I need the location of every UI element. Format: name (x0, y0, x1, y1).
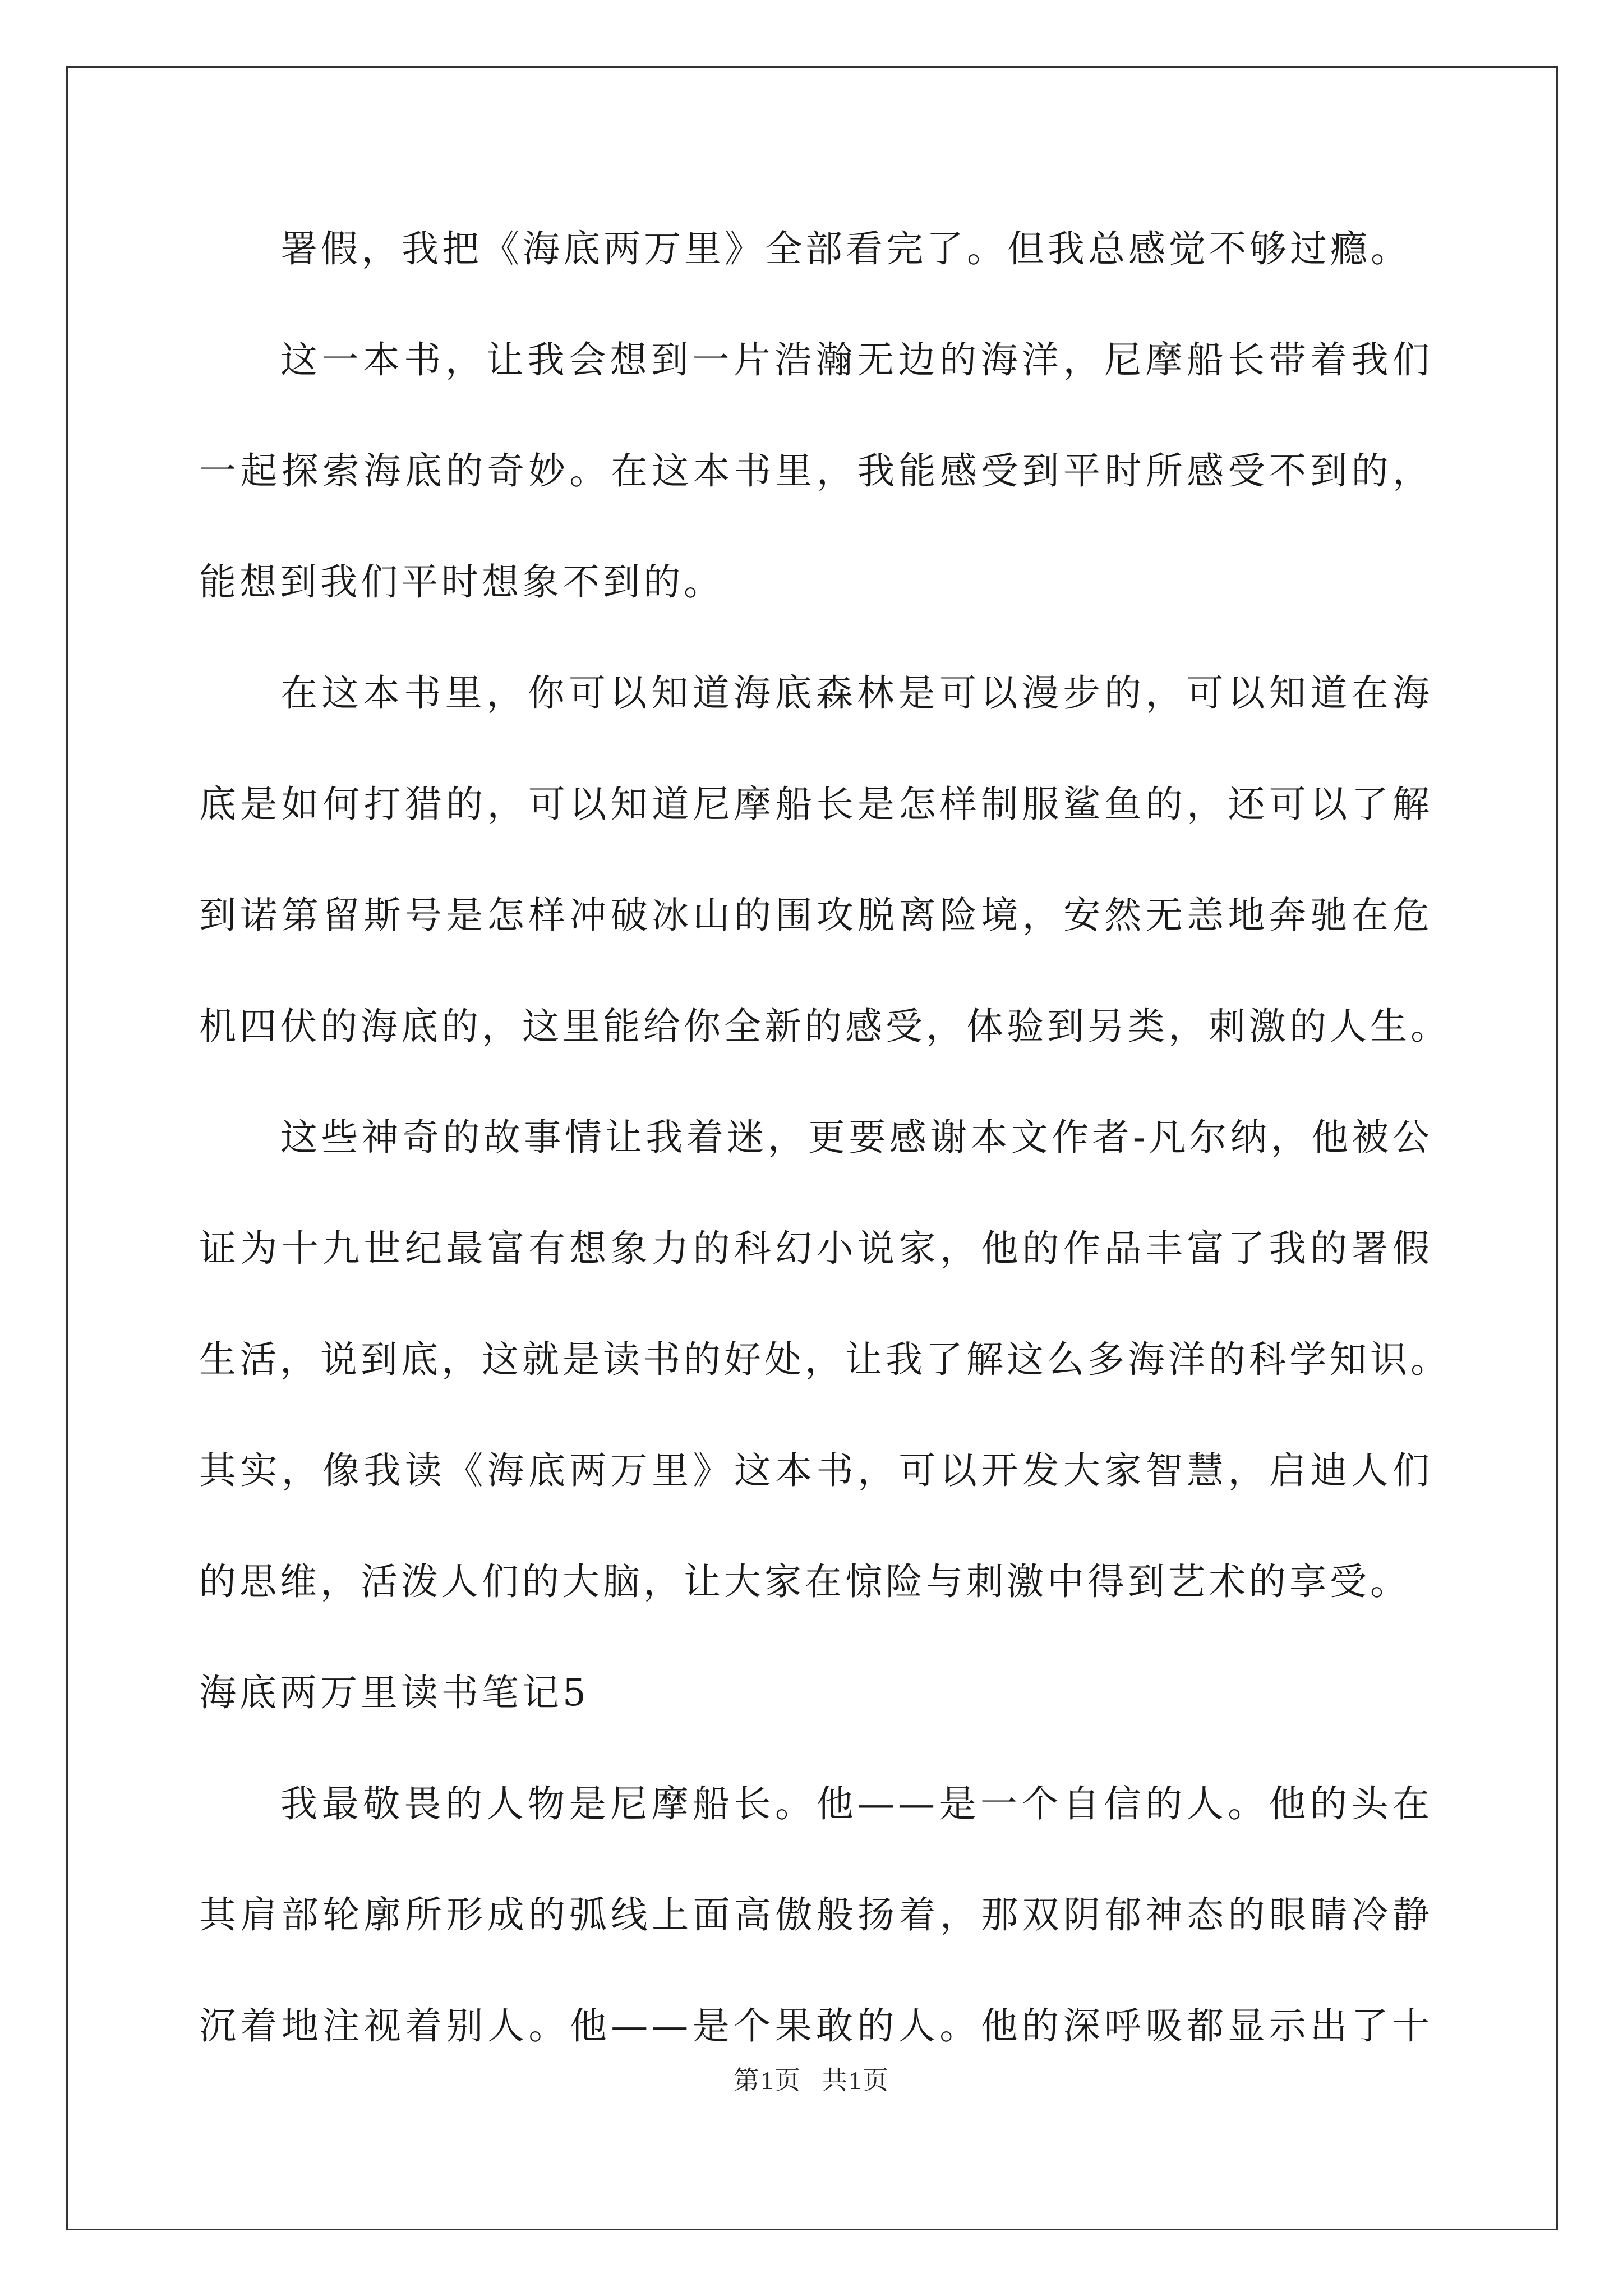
text-line-15: 我最敬畏的人物是尼摩船长。他——是一个自信的人。他的头在 (280, 1782, 1433, 1825)
page-total: 共1页 (822, 2066, 889, 2095)
page-footer (0, 2060, 1623, 2097)
text-line-5: 在这本书里，你可以知道海底森林是可以漫步的，可以知道在海 (280, 671, 1433, 715)
text-line-13: 的思维，活泼人们的大脑，让大家在惊险与刺激中得到艺术的享受。 (199, 1560, 1410, 1603)
text-line-10: 证为十九世纪最富有想象力的科幻小说家，他的作品丰富了我的署假 (199, 1227, 1433, 1270)
text-line-7: 到诺第留斯号是怎样冲破冰山的围攻脱离险境，安然无恙地奔驰在危 (199, 894, 1433, 937)
text-line-1: 署假，我把《海底两万里》全部看完了。但我总感觉不够过瘾。 (280, 227, 1411, 270)
text-line-2: 这一本书，让我会想到一片浩瀚无边的海洋，尼摩船长带着我们 (280, 338, 1433, 381)
text-line-9: 这些神奇的故事情让我着迷，更要感谢本文作者-凡尔纳，他被公 (280, 1116, 1433, 1159)
text-line-17: 沉着地注视着别人。他——是个果敢的人。他的深呼吸都显示出了十 (199, 2004, 1433, 2047)
text-line-16: 其肩部轮廓所形成的弧线上面高傲般扬着，那双阴郁神态的眼睛冷静 (199, 1893, 1433, 1936)
text-line-11: 生活，说到底，这就是读书的好处，让我了解这么多海洋的科学知识。 (199, 1338, 1451, 1381)
text-line-8: 机四伏的海底的，这里能给你全新的感受，体验到另类，刺激的人生。 (199, 1005, 1451, 1048)
section-heading: 海底两万里读书笔记5 (199, 1671, 589, 1714)
document-body (199, 194, 1451, 2082)
text-line-3: 一起探索海底的奇妙。在这本书里，我能感受到平时所感受不到的， (199, 449, 1433, 493)
text-line-12: 其实，像我读《海底两万里》这本书，可以开发大家智慧，启迪人们 (199, 1449, 1433, 1492)
page-number: 第1页 (734, 2066, 801, 2095)
text-line-6: 底是如何打猎的，可以知道尼摩船长是怎样制服鲨鱼的，还可以了解 (199, 783, 1433, 826)
text-line-4: 能想到我们平时想象不到的。 (199, 560, 724, 604)
